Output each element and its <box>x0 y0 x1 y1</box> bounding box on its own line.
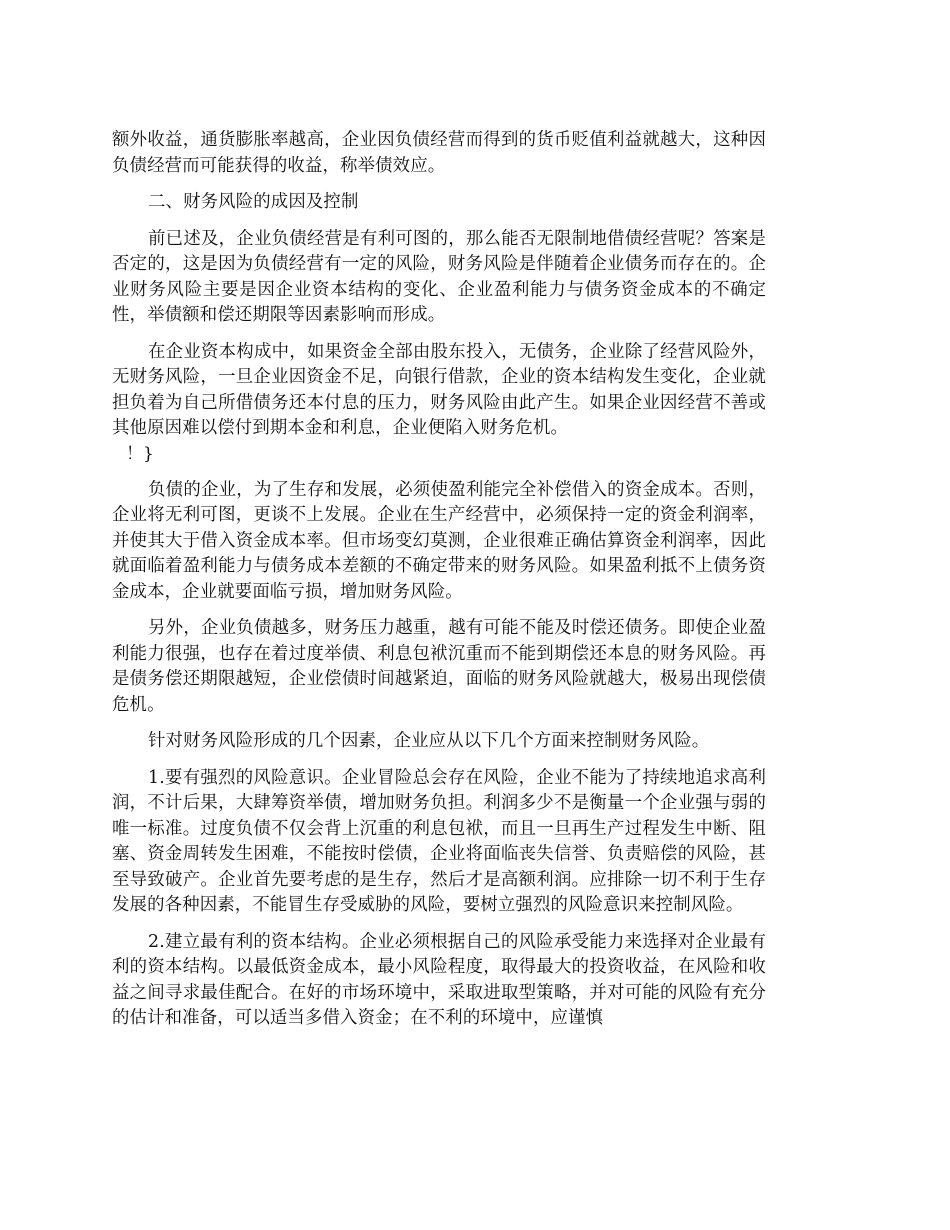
paragraph: 针对财务风险形成的几个因素，企业应从以下几个方面来控制财务风险。 <box>148 731 710 751</box>
section-heading: 二、财务风险的成因及控制 <box>148 192 359 212</box>
paragraph-continuation: 额外收益，通货膨胀率越高，企业因负债经营而得到的货币贬值利益就越大，这种因负债经营而可能获得的收益，称举债效应。 <box>112 130 766 176</box>
list-item: 1.要有强烈的风险意识。企业冒险总会存在风险，企业不能为了持续地追求高利润，不计后果，大肆筹资举债，增加财务负担。利润多少不是衡量一个企业强与弱的唯一标准。过度负债不仅会背上沉重的利息包袱，而且一旦再生产过程发生中断、阻塞、资金周转发生困难，不能按时偿债，企业将面临丧失信誉、负责赔偿的风险，甚至导致破产。企业首先要考虑的是生存，然后才是高额利润。应排除一切不利于生存发展的各种因素，不能冒生存受威胁的风险，要树立强烈的风险意识来控制风险。 <box>112 767 766 915</box>
list-item: 2.建立最有利的资本结构。企业必须根据自己的风险承受能力来选择对企业最有利的资本结构。以最低资金成本，最小风险程度，取得最大的投资收益，在风险和收益之间寻求最佳配合。在好的市场环境中，采取进取型策略，并对可能的风险有充分的估计和准备，可以适当多借入资金；在不利的环境中，应谨慎 <box>112 931 766 1028</box>
document-body <box>112 128 766 1032</box>
paragraph: 另外，企业负债越多，财务压力越重，越有可能不能及时偿还债务。即使企业盈利能力很强，也存在着过度举债、利息包袱沉重而不能到期偿还本息的财务风险。再是债务偿还期限越短，企业偿债时间越紧迫，面临的财务风险就越大，极易出现偿债危机。 <box>112 618 766 715</box>
paragraph: 前已述及，企业负债经营是有利可图的，那么能否无限制地借债经营呢？答案是否定的，这是因为负债经营有一定的风险，财务风险是伴随着企业债务而存在的。企业财务风险主要是因企业资本结构的变化、企业盈利能力与债务资金成本的不确定性，举债额和偿还期限等因素影响而形成。 <box>112 228 766 325</box>
stray-mark: ！} <box>126 443 154 464</box>
paragraph: 负债的企业，为了生存和发展，必须使盈利能完全补偿借入的资金成本。否则，企业将无利可图，更谈不上发展。企业在生产经营中，必须保持一定的资金利润率，并使其大于借入资金成本率。但市场变幻莫测，企业很难正确估算资金利润率，因此就面临着盈利能力与债务成本差额的不确定带来的财务风险。如果盈利抵不上债务资金成本，企业就要面临亏损，增加财务风险。 <box>112 479 766 602</box>
paragraph: 在企业资本构成中，如果资金全部由股东投入，无债务，企业除了经营风险外，无财务风险，一旦企业因资金不足，向银行借款，企业的资本结构发生变化，企业就担负着为自己所借债务还本付息的压力，财务风险由此产生。如果企业因经营不善或其他原因难以偿付到期本金和利息，企业便陷入财务危机。 <box>112 341 766 438</box>
